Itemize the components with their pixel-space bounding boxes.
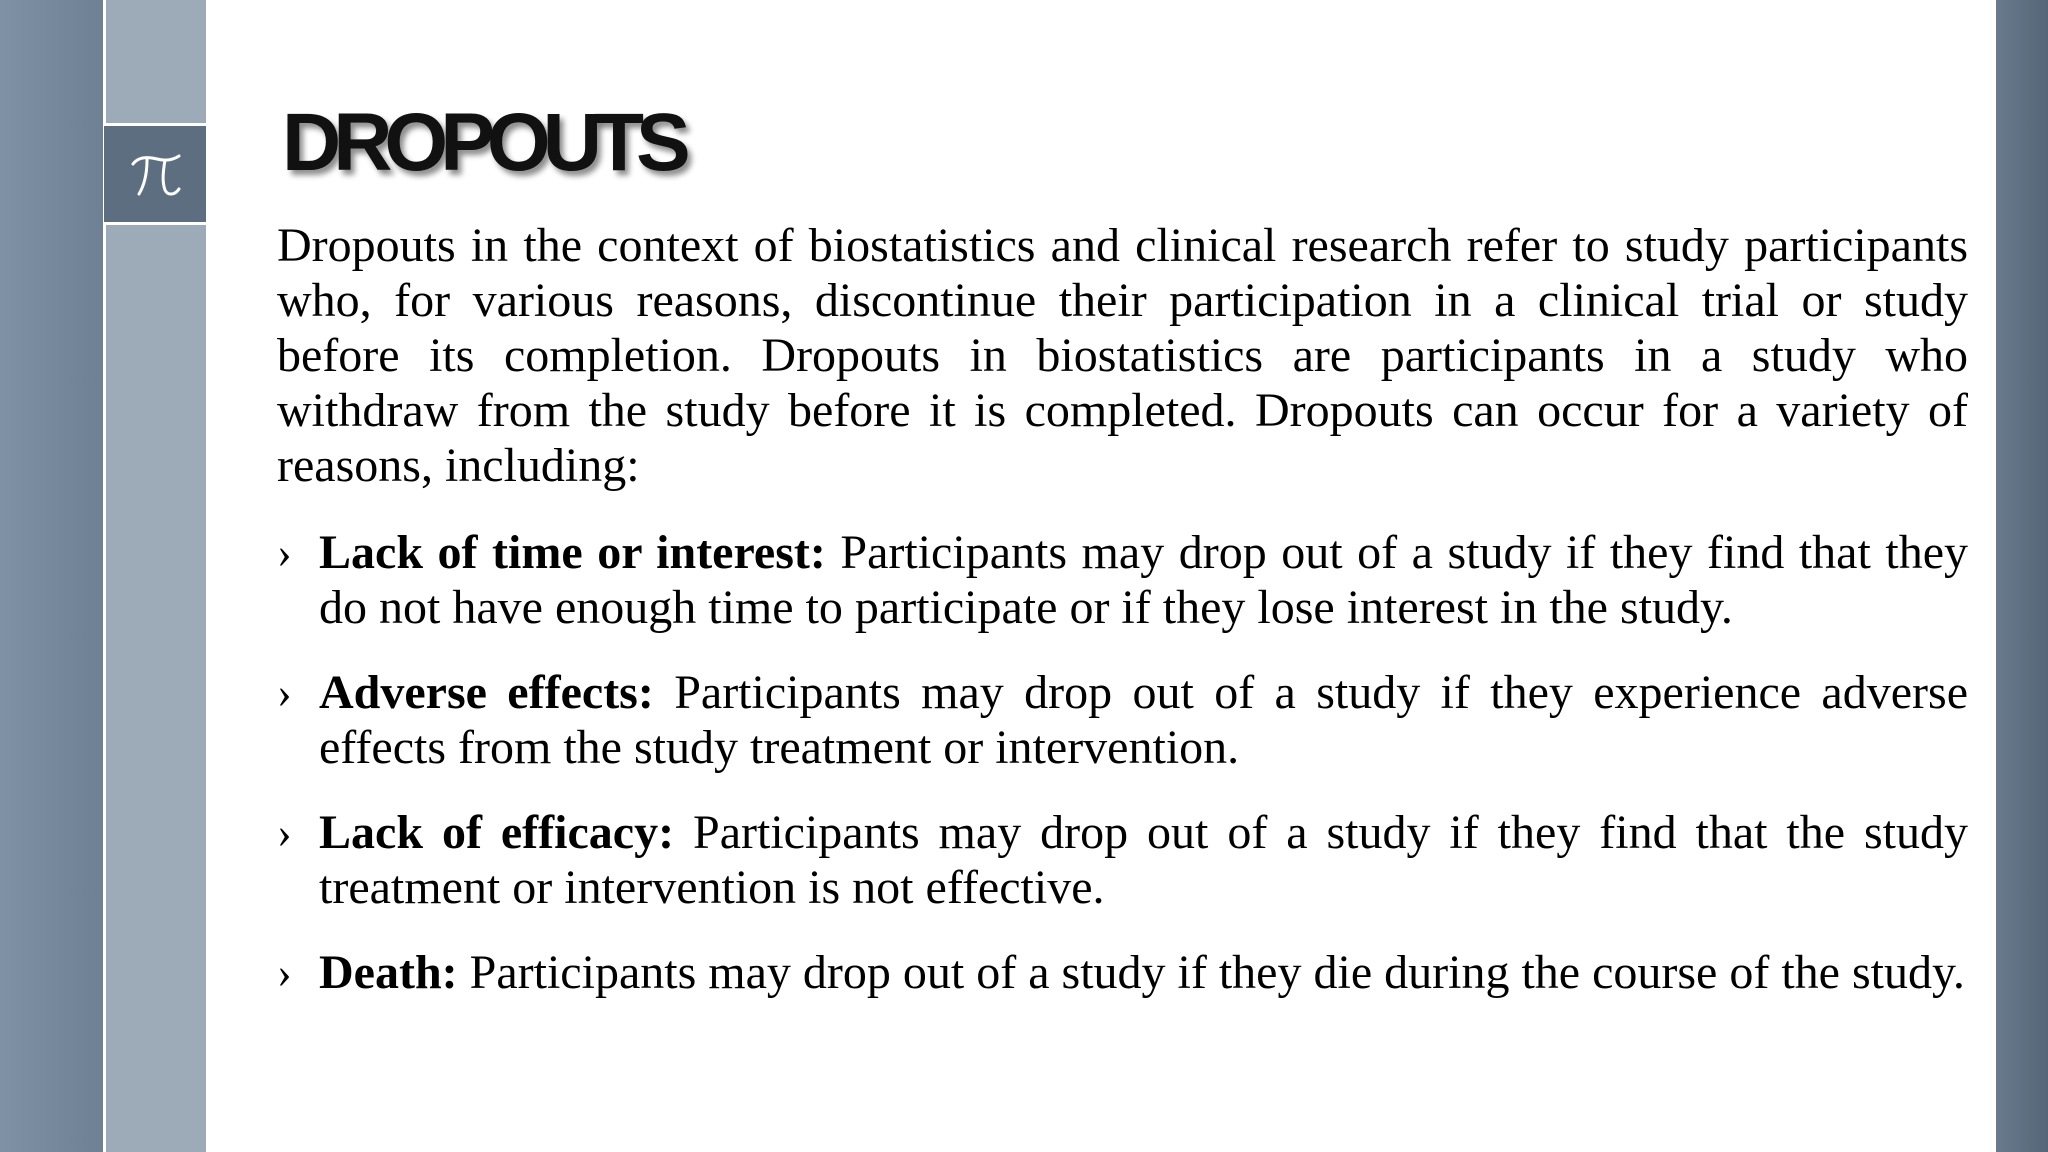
bullet-term: Adverse effects: (319, 666, 654, 719)
reasons-list (277, 525, 1968, 1000)
bullet-chevron-icon: › (277, 948, 292, 997)
intro-paragraph: Dropouts in the context of biostatistics and clinical research refer to study participants who, for various reasons, discontinue their participation in a clinical trial or study before its completion. Dropouts in biostatistics are participants in a study who withdraw from the study before it is completed. Dropouts can occur for a variety of reasons, including: (277, 219, 1968, 492)
bullet-term: Death: (319, 946, 458, 999)
slide-title: DROPOUTS (282, 97, 683, 188)
right-band (1996, 0, 2048, 1152)
list-item (277, 805, 1968, 915)
slide-content (277, 218, 1968, 1000)
bullet-text: Participants may drop out of a study if they experience adverse effects from the study treatment or intervention. (319, 666, 1969, 774)
bullet-text: Participants may drop out of a study if they die during the course of the study. (457, 946, 1965, 999)
logo-box (104, 123, 206, 225)
list-item (277, 665, 1968, 775)
bullet-chevron-icon: › (277, 808, 292, 857)
left-outer-band (0, 0, 103, 1152)
bullet-term: Lack of efficacy: (319, 806, 675, 859)
bullet-term: Lack of time or interest: (319, 526, 826, 579)
list-item (277, 945, 1968, 1000)
bullet-text: Participants may drop out of a study if they find that the study treatment or intervention is not effective. (319, 806, 1969, 914)
list-item (277, 525, 1968, 635)
pi-icon (125, 144, 185, 204)
bullet-chevron-icon: › (277, 668, 292, 717)
bullet-chevron-icon: › (277, 528, 292, 577)
bullet-text: Participants may drop out of a study if they find that they do not have enough time to participate or if they lose interest in the study. (319, 526, 1968, 634)
